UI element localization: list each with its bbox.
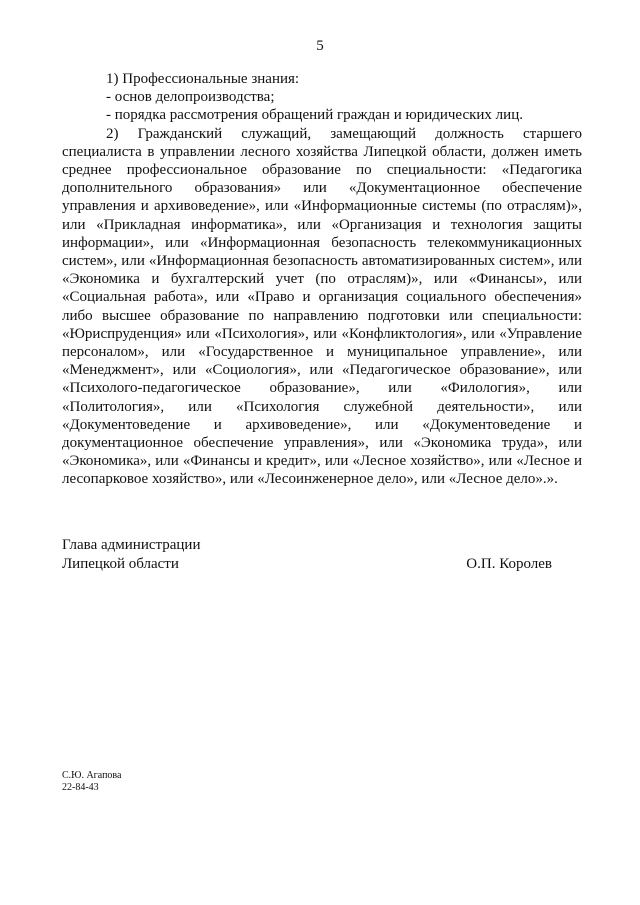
signature-title-line-2: Липецкой области — [62, 555, 179, 572]
signature-block — [62, 536, 582, 573]
page-number: 5 — [316, 38, 324, 54]
footer-contact — [62, 770, 121, 794]
footer-phone: 22-84-43 — [62, 782, 99, 793]
signatory-name: О.П. Королев — [466, 555, 552, 572]
signature-title-line-1: Глава администрации — [62, 537, 201, 553]
item2-paragraph: 2) Гражданский служащий, замещающий должность старшего специалиста в управлении лесного хозяйства Липецкой области, должен иметь среднее профессиональное образование по специальности: «Педагогика дополнительного образования» или «Документационное обеспечение управления и архивоведение», или «Информационные системы (по отраслям)», или «Прикладная информатика», или «Организация и технология защиты информации», или «Информационная безопасность телекоммуникационных систем», или «Информационная безопасность автоматизированных систем», или «Экономика и бухгалтерский учет (по отраслям)», или «Финансы», или «Социальная работа», или «Право и организация социального обеспечения» либо высшее образование по направлению подготовки или специальности: «Юриспруденция» или «Психология», или «Конфликтология», или «Управление персоналом», или «Государственное и муниципальное управление», или «Менеджмент», или «Социология», или «Педагогическое образование», или «Психолого-педагогическое образование», или «Филология», или «Политология», или «Психология служебной деятельности», или «Документоведение и архивоведение», или «Документоведение и документационное обеспечение управления», или «Экономика труда», или «Экономика», или «Финансы и кредит», или «Лесное хозяйство», или «Лесное и лесопарковое хозяйство», или «Лесоинженерное дело», или «Лесное дело».». — [62, 125, 582, 488]
item1-bullet-1: - основ делопроизводства; — [106, 89, 275, 106]
item1-heading: 1) Профессиональные знания: — [106, 71, 300, 87]
item1-bullet-2: - порядка рассмотрения обращений граждан и юридических лиц. — [106, 107, 523, 124]
footer-author: С.Ю. Агапова — [62, 770, 122, 781]
document-body — [62, 70, 582, 489]
